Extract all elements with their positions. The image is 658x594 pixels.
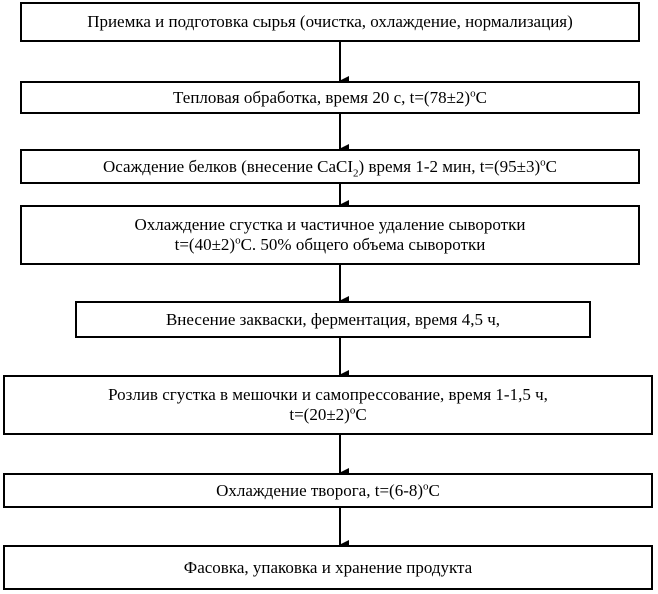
step-2-box (20, 81, 640, 114)
step-5-box (75, 301, 591, 338)
step-4-line-2: $t=(40\pm 2)^oC$. 50% общего объема сыворотки (174, 234, 486, 254)
step-6-line-2: $t=(20\pm 2)^oC$ (289, 404, 367, 424)
step-5-line-1: Внесение закваски, ферментация, время 4,5 ч, (165, 309, 501, 329)
step-3-box (20, 149, 640, 184)
step-7-line-1: Охлаждение творога, $t=(6-8)^oC$ (216, 479, 440, 500)
step-6-line-1: Розлив сгустка в мешочки и самопрессование, время 1-1,5 ч, (108, 385, 548, 404)
step-8-line-1: Фасовка, упаковка и хранение продукта (183, 557, 473, 577)
step-2-line-1: Тепловая обработка, время 20 с, $t=(78\pm 2)^oC$ (173, 86, 487, 107)
step-4-line-1: Охлаждение сгустка и частичное удаление сыворотки (134, 215, 526, 234)
step-8-box (3, 545, 653, 590)
step-7-box (3, 473, 653, 508)
step-4-box (20, 205, 640, 265)
step-1-box (20, 2, 640, 42)
step-3-line-1: Осаждение белков (внесение CaCI$_2$) время 1-2 мин, $t=(95\pm 3)^oC$ (102, 155, 558, 179)
step-6-box (3, 375, 653, 435)
step-1-line-1: Приемка и подготовка сырья (очистка, охлаждение, нормализация) (87, 12, 573, 31)
